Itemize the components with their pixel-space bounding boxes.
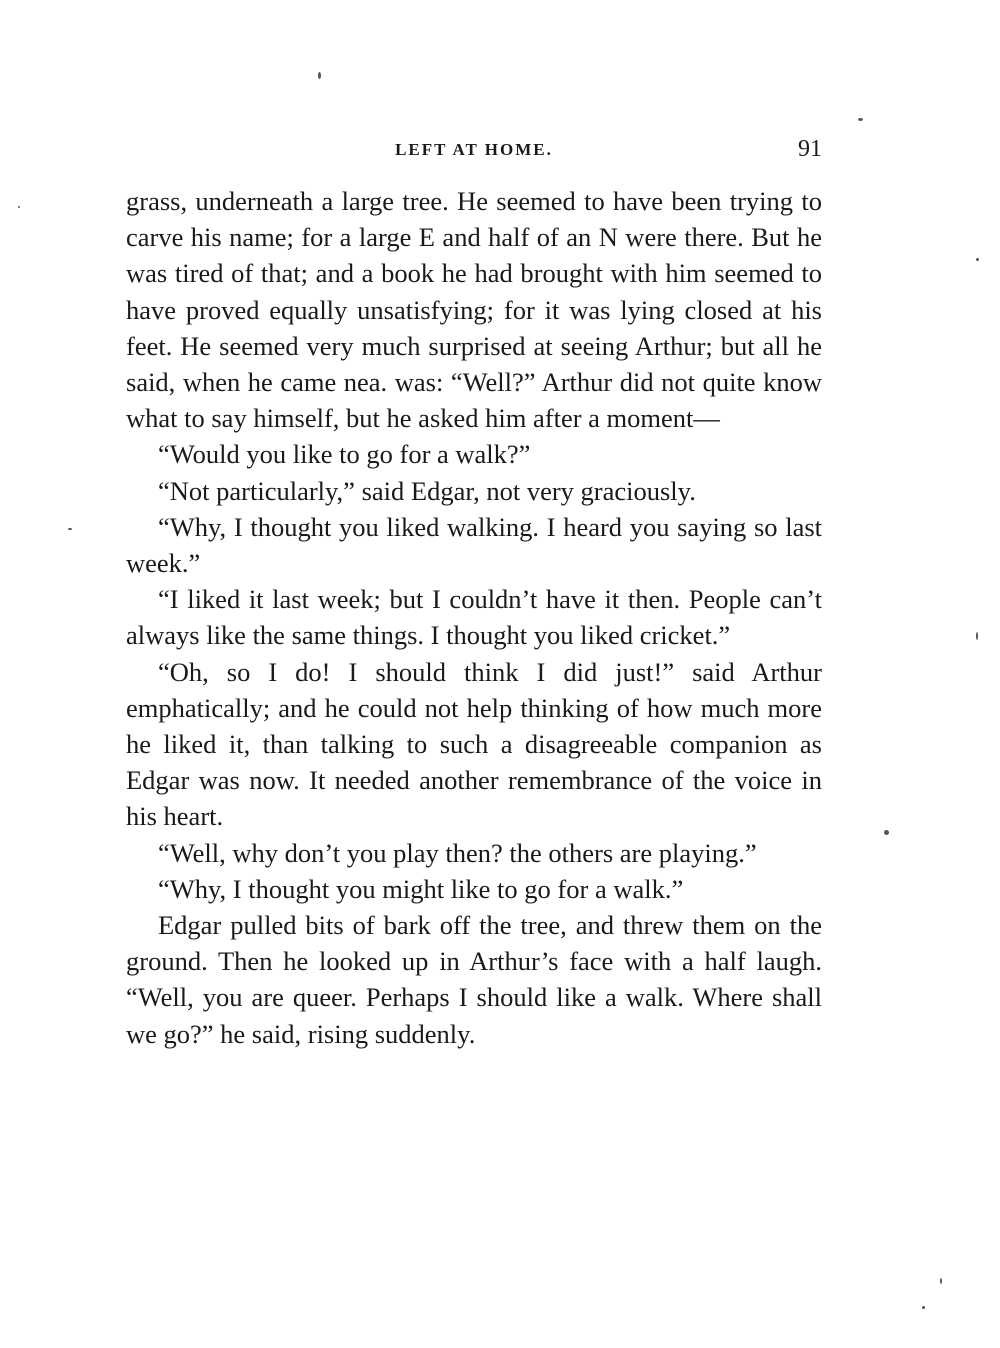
scan-speck bbox=[18, 206, 20, 208]
body-text bbox=[126, 183, 822, 1052]
paragraph: “Oh, so I do! I should think I did just!” said Arthur emphatically; and he could not help thinking of how much more he liked it, than talking to such a disagreeable companion as Edgar was now. It needed another remembrance of the voice in his heart. bbox=[126, 656, 822, 832]
scan-speck bbox=[976, 258, 979, 261]
paragraph: “Why, I thought you liked walking. I heard you saying so last week.” bbox=[126, 511, 822, 579]
paragraph: Edgar pulled bits of bark off the tree, and threw them on the ground. Then he looked up in Arthur’s face with a half laugh. “Well, you are queer. Perhaps I should like a walk. Where shall we go?” he said, rising suddenly. bbox=[126, 910, 822, 1049]
scan-speck bbox=[884, 830, 889, 835]
scan-speck bbox=[976, 632, 978, 640]
scan-speck bbox=[922, 1306, 925, 1309]
scan-speck bbox=[940, 1278, 942, 1284]
paragraph: “Not particularly,” said Edgar, not very graciously. bbox=[158, 475, 696, 506]
paragraph-continuation: grass, underneath a large tree. He seemed to have been trying to carve his name; for a large E and half of an N were there. But he was tired of that; and a book he had brought with him seemed to have proved equally unsatisfying; for it was lying closed at his feet. He seemed very much surprised at seeing Arthur; but all he said, when he came nea. was: “Well?” Arthur did not quite know what to say himself, but he asked him after a moment— bbox=[126, 186, 822, 434]
scan-speck bbox=[318, 72, 321, 79]
paragraph: “Would you like to go for a walk?” bbox=[158, 439, 531, 470]
paragraph: “Why, I thought you might like to go for a walk.” bbox=[158, 873, 684, 904]
scan-speck bbox=[68, 528, 72, 530]
paragraph: “Well, why don’t you play then? the others are playing.” bbox=[158, 837, 757, 868]
page-number: 91 bbox=[798, 136, 822, 162]
running-title: LEFT AT HOME. bbox=[395, 140, 553, 159]
running-head bbox=[126, 136, 822, 166]
scan-speck bbox=[858, 118, 863, 121]
paragraph: “I liked it last week; but I couldn’t have it then. People can’t always like the same things. I thought you liked cricket.” bbox=[126, 584, 822, 651]
